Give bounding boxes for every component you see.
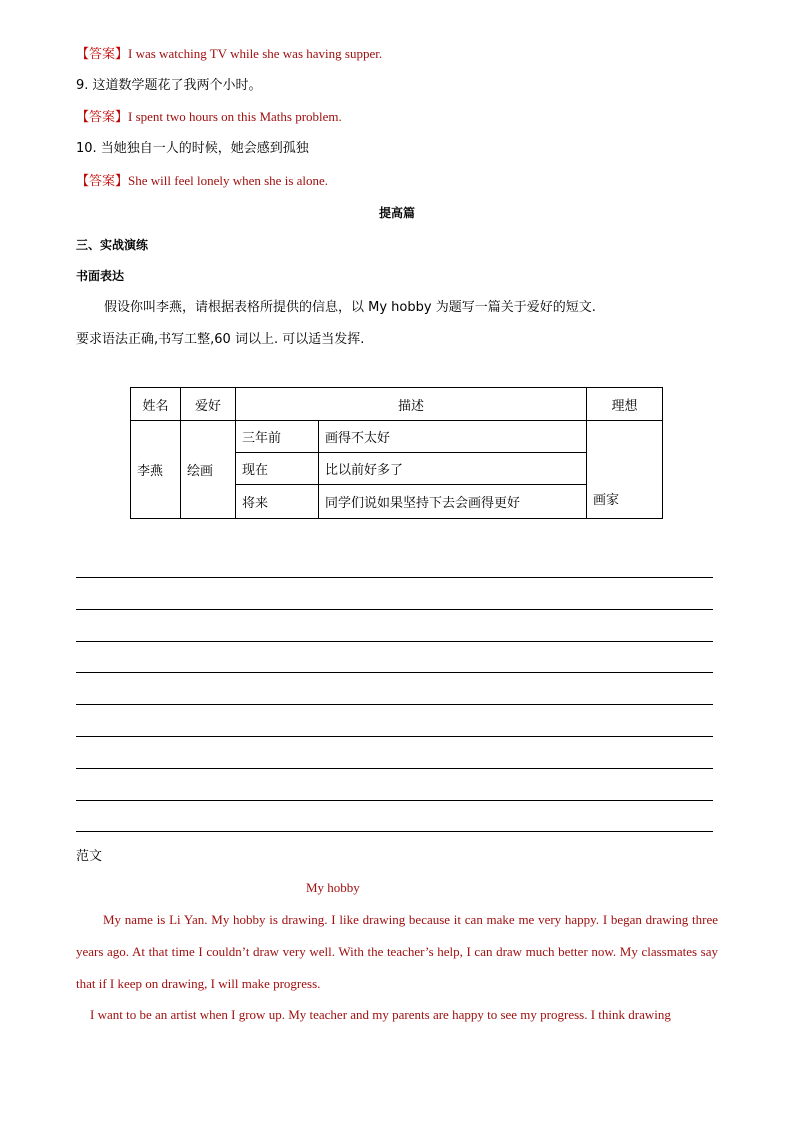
info-table bbox=[130, 387, 663, 519]
header-ideal: 理想 bbox=[587, 388, 663, 421]
section-heading: 三、实战演练 bbox=[76, 238, 149, 252]
cell-time: 将来 bbox=[236, 485, 319, 519]
answer-tag: 【答案】 bbox=[76, 47, 129, 62]
answer-line bbox=[76, 45, 382, 64]
writing-line[interactable] bbox=[76, 672, 713, 673]
sample-paragraph-2: I want to be an artist when I grow up. My teacher and my parents are happy to see my progress. I think drawing bbox=[90, 1007, 671, 1022]
sample-label: 范文 bbox=[76, 849, 103, 864]
header-hobby: 爱好 bbox=[181, 388, 236, 421]
table-row bbox=[131, 421, 663, 453]
instruction-line-2: 要求语法正确,书写工整,60 词以上. 可以适当发挥. bbox=[76, 332, 365, 347]
writing-line[interactable] bbox=[76, 704, 713, 705]
cell-name: 李燕 bbox=[131, 421, 181, 519]
section-subheading: 书面表达 bbox=[76, 269, 125, 283]
writing-line[interactable] bbox=[76, 736, 713, 737]
cell-hobby: 绘画 bbox=[181, 421, 236, 519]
cell-detail: 同学们说如果坚持下去会画得更好 bbox=[319, 485, 587, 519]
cell-time: 现在 bbox=[236, 453, 319, 485]
cell-detail: 比以前好多了 bbox=[319, 453, 587, 485]
answer-tag: 【答案】 bbox=[76, 110, 129, 125]
instruction-line-1: 假设你叫李燕，请根据表格所提供的信息，以 My hobby 为题写一篇关于爱好的短文. bbox=[104, 300, 596, 315]
question-line: 10. 当她独自一人的时候，她会感到孤独 bbox=[76, 141, 309, 156]
sample-title: My hobby bbox=[306, 880, 360, 895]
header-description: 描述 bbox=[236, 388, 587, 421]
answer-tag: 【答案】 bbox=[76, 174, 129, 189]
answer-line bbox=[76, 172, 328, 191]
table-header-row bbox=[131, 388, 663, 421]
question-line: 9. 这道数学题花了我两个小时。 bbox=[76, 78, 262, 93]
writing-line[interactable] bbox=[76, 609, 713, 610]
sample-paragraph-1: My name is Li Yan. My hobby is drawing. I like drawing because it can make me very happy. I began drawing three years ago. At that time I couldn’t draw very well. With the teacher’s help, I can draw much better now. My classmates say that if I keep on drawing, I will make progress. bbox=[76, 912, 718, 991]
writing-line[interactable] bbox=[76, 768, 713, 769]
answer-text: I was watching TV while she was having supper. bbox=[128, 46, 383, 61]
answer-line bbox=[76, 108, 342, 127]
writing-line[interactable] bbox=[76, 577, 713, 578]
header-name: 姓名 bbox=[131, 388, 181, 421]
writing-line[interactable] bbox=[76, 800, 713, 801]
cell-time: 三年前 bbox=[236, 421, 319, 453]
cell-ideal: 画家 bbox=[587, 421, 663, 519]
answer-text: She will feel lonely when she is alone. bbox=[128, 173, 329, 188]
writing-line[interactable] bbox=[76, 831, 713, 832]
section-center-title: 提高篇 bbox=[378, 206, 415, 220]
writing-line[interactable] bbox=[76, 641, 713, 642]
answer-text: I spent two hours on this Maths problem. bbox=[128, 109, 342, 124]
cell-detail: 画得不太好 bbox=[319, 421, 587, 453]
